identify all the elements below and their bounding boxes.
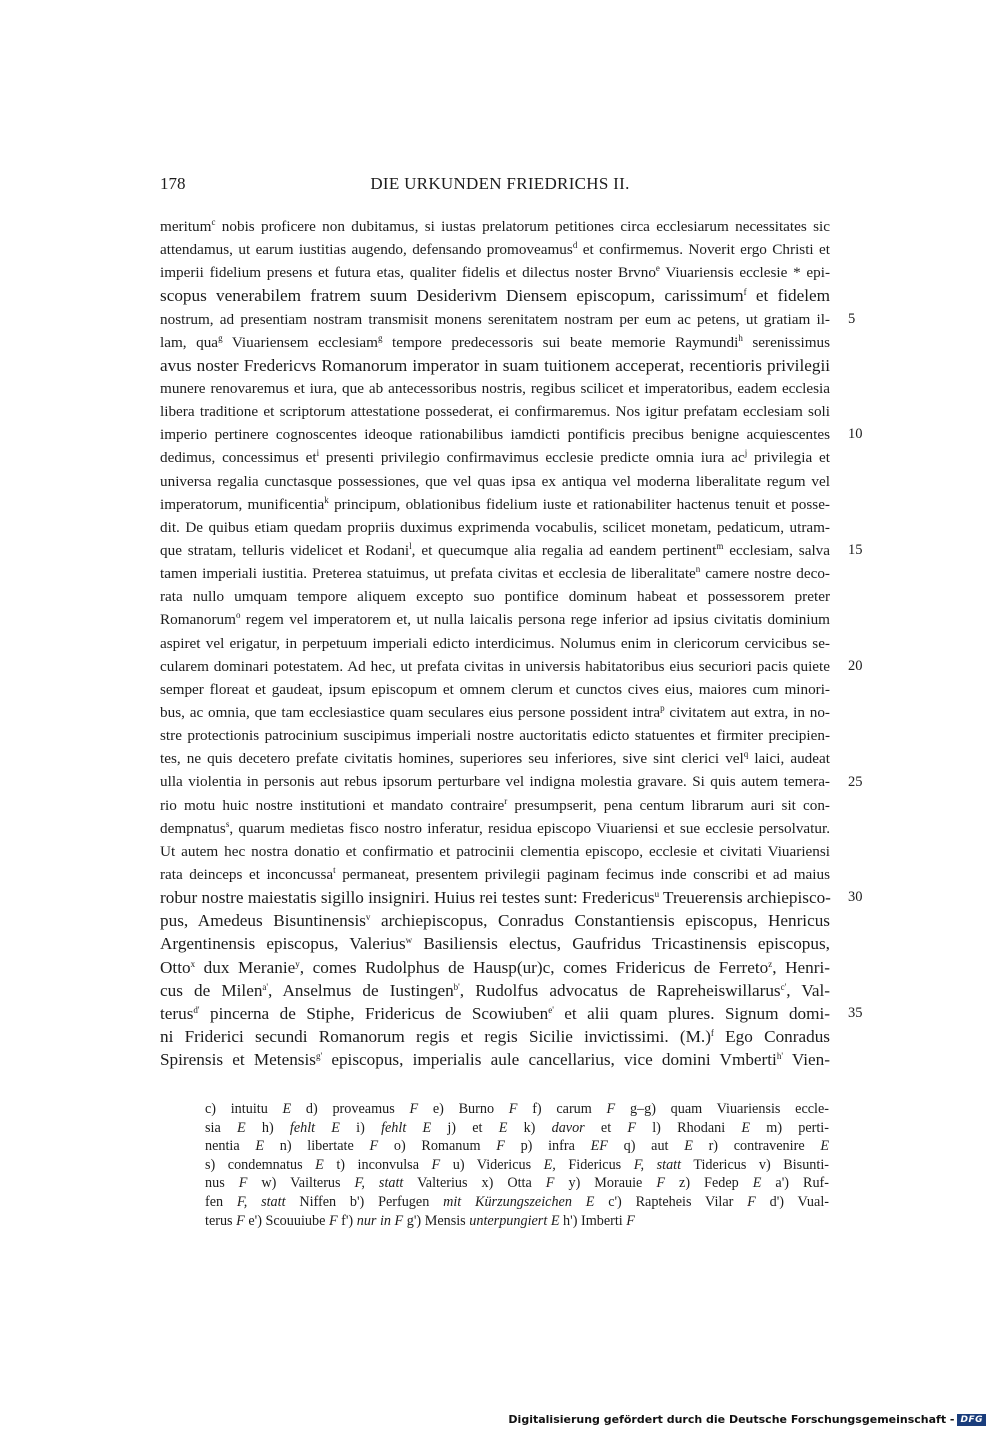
footnote-line: terus F e') Scouuiube F f') nur in F g') Mensis unterpungiert E h') Imberti F: [205, 1212, 635, 1229]
footnote-line: c) intuitu E d) proveamus F e) Burno F f) carum F g–g) quam Viuariensis eccle-: [205, 1101, 830, 1117]
body-line: aspiret vel erigatur, in perpetuum imperiali edicto interdicimus. Nolumus enim in clericorum cervicibus se-: [160, 634, 830, 652]
footnote-line: sia E h) fehlt E i) fehlt E j) et E k) davor et F l) Rhodani E m) perti-: [205, 1119, 829, 1136]
body-line: tamen imperiali iustitia. Preterea statuimus, ut prefata civitas et ecclesia de liberalitate$^n$ camere nostre deco-: [160, 564, 830, 583]
body-line: Romanorum$^o$ regem vel imperatorem et, ut nulla laicalis persona rege inferior ad ipsius civitatis dominium: [160, 610, 830, 629]
body-line: lam, qua$^g$ Viuariensem ecclesiam$^g$ tempore predecessoris sui beate memorie Raymundi$^h$ serenissimus: [160, 332, 831, 351]
body-line: ni Friderici secundi Romanorum regis et regis Sicilie invictissimi. $(M.)^f$ Ego Conradus: [160, 1026, 830, 1046]
body-line: Argentinensis episcopus, Valerius$^w$ Basiliensis electus, Gaufridus Tricastinensis episcopus,: [160, 934, 830, 954]
body-line: rata nullo umquam tempore aliquem excepto suo pontifice dominum habeat et possessorem preter: [160, 588, 830, 606]
footnote-line: nus F w) Vailterus F, statt Valterius x) Otta F y) Morauie F z) Fedep E a') Ruf-: [205, 1175, 829, 1192]
body-line: stre protectionis patrocinium suscipimus imperiali nostre auctoritatis edicto statuentes et firmiter precipien-: [160, 727, 830, 745]
body-line: nostrum, ad presentiam nostram transmisit monens serenitatem nostram per eum ac petens, ut gratiam il-: [160, 310, 830, 328]
margin-line-number: 15: [848, 542, 863, 559]
body-line: avus noster Fredericvs Romanorum imperator in suam tuitionem acceperat, recentioris privilegii: [160, 355, 830, 375]
margin-line-number: 5: [848, 310, 856, 327]
body-line: ulla violentia in personis aut rebus ipsorum perturbare vel indigna molestia gravare. Si quis autem temera-: [160, 773, 830, 791]
page-number: 178: [160, 174, 186, 193]
body-line: dit. De quibus etiam quedam propriis duximus exprimenda vocabulis, scilicet monetam, pedaticum, utram-: [160, 518, 830, 536]
body-line: munere renovaremus et iura, que ab antecessoribus nostris, regibus scilicet et imperatoribus, eadem ecclesia: [160, 379, 830, 397]
body-line: rata deinceps et inconcussa$^t$ permaneat, presentem privilegii paginam fecimus inde conscribi et ad maius: [160, 864, 830, 883]
margin-line-number: 10: [848, 426, 863, 443]
running-title: DIE URKUNDEN FRIEDRICHS II.: [370, 174, 630, 193]
body-line: terus$^{d'}$ pincerna de Stiphe, Fridericus de Scowiuben$^{e'}$ et alii quam plures. Signum domi-: [160, 1003, 830, 1023]
margin-line-number: 35: [848, 1005, 863, 1022]
body-line: imperii fidelium presens et futura etas, qualiter fidelis et dilectus noster Brvno$^e$ Viuariensis ecclesie * epi-: [160, 263, 830, 282]
footnote-apparatus: [205, 1100, 829, 1230]
body-line: semper floreat et gaudeat, ipsum episcopum et omnem clerum et cunctos cives eius, maiores cum minori-: [160, 680, 830, 698]
margin-line-number: 30: [848, 889, 863, 906]
body-line: pus, Amedeus Bisuntinensis$^v$ archiepiscopus, Conradus Constantiensis episcopus, Henricus: [160, 911, 830, 931]
body-line: tes, ne quis decetero prefate civitatis homines, superiores seu inferiores, sive sint clerici vel$^q$ laici, audeat: [160, 749, 830, 768]
body-line: dempnatus$^s$, quarum medietas fisco nostro inferatur, residua episcopo Viuariensi et sue ecclesie persolvatur.: [160, 818, 830, 837]
dfg-logo: DFG: [957, 1414, 986, 1426]
body-line: universa regalia cunctasque possessiones, que vel quas ipsa ex antiqua vel moderna liberalitate regum vel: [160, 472, 830, 490]
body-line: attendamus, ut earum iustitias augendo, defensando promoveamus$^d$ et confirmemus. Noverit ergo Christi et: [160, 240, 830, 259]
body-line: dedimus, concessimus $et^i$ presenti privilegio confirmavimus ecclesie predicte omnia iura $ac^j$ privilegia et: [160, 448, 830, 467]
body-line: libera traditione et scriptorum attestatione possederat, ei confirmaremus. Nos igitur prefatam ecclesiam soli: [160, 403, 830, 421]
funding-credit: [508, 1413, 986, 1426]
body-line: meritum$^c$ nobis proficere non dubitamus, si iustas prelatorum petitiones circa ecclesiarum necessitates sic: [160, 217, 830, 235]
body-line: cularem dominari potestatem. Ad hec, ut prefata civitas in universis habitatoribus eius securiori pacis quiete: [160, 657, 830, 675]
body-line: bus, ac omnia, que tam ecclesiastice quam seculares eius persone possident intra$^p$ civitatem aut extra, in no-: [160, 702, 830, 721]
body-line: Otto$^x$ dux Meranie$^y$, comes Rudolphus de Hausp(ur)c, comes Fridericus de Ferreto$^z$, Henri-: [160, 957, 831, 977]
document-body: [160, 215, 830, 1071]
funding-credit-text: Digitalisierung gefördert durch die Deutsche Forschungsgemeinschaft -: [508, 1413, 955, 1426]
body-line: scopus venerabilem fratrem suum Desiderivm Diensem episcopum, carissimum$^f$ et fidelem: [160, 286, 830, 306]
footnote-line: s) condemnatus E t) inconvulsa F u) Videricus E, Fidericus F, statt Tidericus v) Bisunti-: [205, 1156, 829, 1173]
footnote-line: nentia E n) libertate F o) Romanum F p) infra EF q) aut E r) contravenire E: [205, 1138, 829, 1155]
margin-line-number: 20: [848, 657, 863, 674]
body-line: robur nostre maiestatis sigillo insigniri. Huius rei testes sunt: Fredericus$^u$ Treuerensis archiepisco-: [160, 888, 831, 908]
body-line: imperatorum, munificentia$^k$ principum, oblationibus fidelium iuste et rationabiliter hactenus tenuit et posse-: [160, 494, 830, 513]
footnote-line: fen F, statt Niffen b') Perfugen mit Kürzungszeichen E c') Rapteheis Vilar F d') Vual-: [205, 1193, 829, 1210]
margin-line-number: 25: [848, 773, 863, 790]
body-line: Ut autem hec nostra donatio et confirmatio et patrocinii clementia episcopo, ecclesie et civitati Viuariensi: [160, 842, 830, 860]
body-line: rio motu huic nostre institutioni et mandato contraire$^r$ presumpserit, pena centum librarum auri sit con-: [160, 795, 830, 814]
body-line: Spirensis et Metensis$^{g'}$ episcopus, imperialis aule cancellarius, vice domini Vmberti$^{h'}$ Vien-: [160, 1050, 830, 1070]
body-line: cus de Milen$^{a'}$, Anselmus de Iustingen$^{b'}$, Rudolfus advocatus de Rapreheiswillarus$^{c'}$, Val-: [160, 980, 830, 1000]
body-line: que stratam, telluris videlicet et Rodani$^l$, et quecumque alia regalia ad eandem pertinent$^m$ ecclesiam, salva: [160, 540, 831, 559]
body-line: imperio pertinere cognoscentes ideoque rationabilibus iamdicti pontificis precibus benigne acquiescentes: [160, 426, 830, 444]
